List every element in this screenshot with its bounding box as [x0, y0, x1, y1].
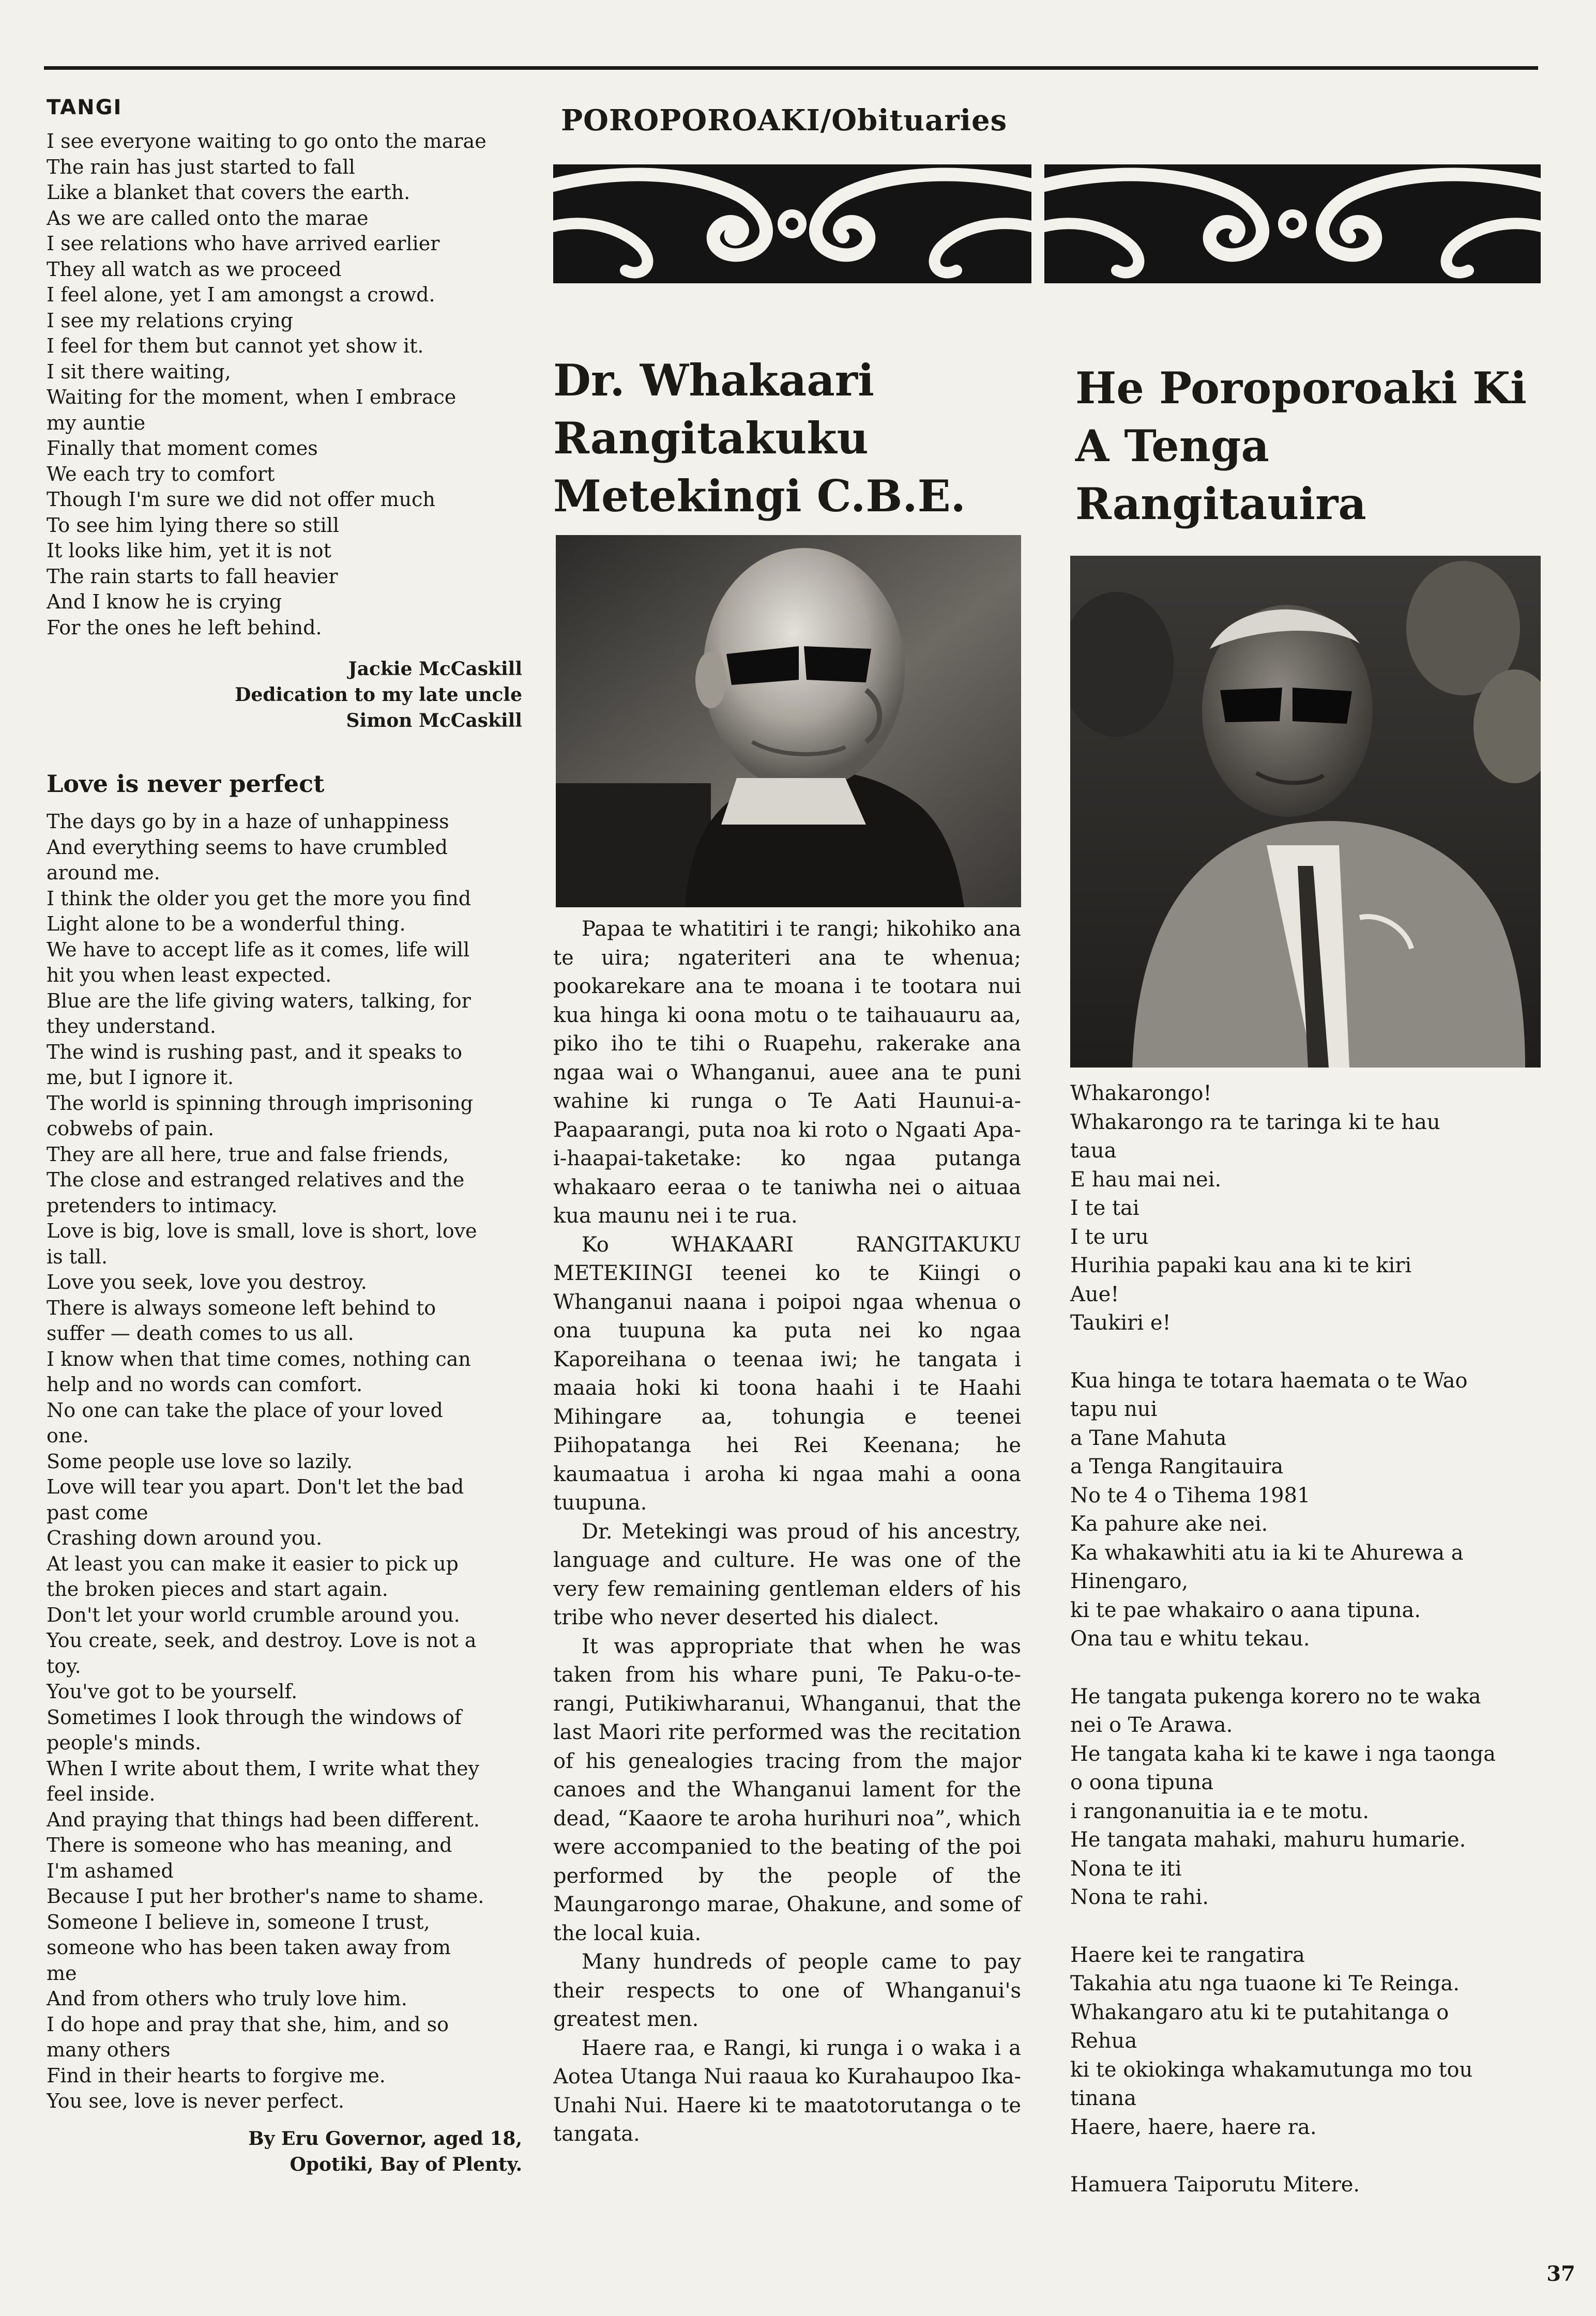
poems-column [47, 96, 522, 2177]
love-poem-line: We have to accept life as it comes, life will [47, 938, 470, 961]
metekingi-name-line2: Rangitakuku [553, 413, 869, 464]
tangi-poem-line: I see relations who have arrived earlier [47, 232, 440, 255]
love-poem-line: Love you seek, love you destroy. [47, 1271, 367, 1293]
tangi-poem-line: I see everyone waiting to go onto the marae [47, 130, 487, 153]
metekingi-para-4: It was appropriate that when he was taken from his whare puni, Te Paku-o-te-rangi, Putikiwharanui, Whanganui, that the last Maori rite performed was the recitation of his genealogies tracing from the major canoes and the Whanganui lament for the dead, “Kaaore te aroha hurihuri noa”, which were accompanied to the beating of the poi performed by the people of the Maungarongo marae, Ohakune, and some of the local kuia. [553, 1634, 1021, 1945]
love-poem-line: The close and estranged relatives and the [47, 1168, 465, 1191]
tangi-poem-line: To see him lying there so still [47, 513, 339, 537]
love-poem-line: You've got to be yourself. [47, 1680, 298, 1703]
metekingi-para-6: Haere raa, e Rangi, ki runga i o waka i a Aotea Utanga Nui raaua ko Kurahaupoo Ika-Unahi Nui. Haere ki te maatotorutanga o te tangata. [553, 2036, 1021, 2146]
rangitauira-line: Whakarongo! [1070, 1081, 1212, 1105]
love-poem-line: around me. [47, 861, 160, 884]
love-poem-line: many others [47, 2038, 171, 2061]
rangitauira-line: Rehua [1070, 2029, 1137, 2053]
rangitauira-line: a Tenga Rangitauira [1070, 1455, 1284, 1479]
tangi-author: Jackie McCaskill [348, 658, 522, 680]
love-poem-line: And from others who truly love him. [47, 1987, 407, 2010]
love-poem-line: I know when that time comes, nothing can [47, 1347, 471, 1370]
rangitauira-line: Haere, haere, haere ra. [1070, 2115, 1317, 2139]
rangitauira-line: Ka pahure ake nei. [1070, 1512, 1268, 1536]
kowhaiwhai-pattern-right [1044, 164, 1541, 283]
love-poem-line: Don't let your world crumble around you. [47, 1603, 460, 1626]
rangitauira-line: a Tane Mahuta [1070, 1426, 1227, 1450]
love-poem-line: toy. [47, 1654, 81, 1678]
love-poem-line: Love will tear you apart. Don't let the bad [47, 1475, 464, 1498]
rangitauira-line: Whakarongo ra te taringa ki te hau [1070, 1110, 1440, 1134]
love-poem-line: is tall. [47, 1245, 108, 1268]
tangi-poem-line: I feel for them but cannot yet show it. [47, 334, 424, 357]
metekingi-article [553, 915, 1021, 2149]
top-rule [44, 66, 1538, 70]
tangi-dedication: Dedication to my late uncle [235, 684, 522, 706]
rangitauira-name-line2: A Tenga [1075, 420, 1269, 471]
love-author: By Eru Governor, aged 18, [248, 2127, 522, 2150]
love-poem-line: people's minds. [47, 1731, 202, 1754]
rangitauira-line: Hurihia papaki kau ana ki te kiri [1070, 1254, 1412, 1277]
rangitauira-heading [1075, 359, 1527, 533]
rangitauira-poem [1070, 1079, 1541, 2200]
tangi-dedicatee: Simon McCaskill [346, 710, 522, 732]
tangi-poem-line: I feel alone, yet I am amongst a crowd. [47, 283, 435, 306]
metekingi-name-line3: Metekingi C.B.E. [553, 470, 966, 522]
love-poem-line: Crashing down around you. [47, 1527, 323, 1549]
metekingi-para-5: Many hundreds of people came to pay their respects to one of Whanganui's greatest men. [553, 1950, 1021, 2031]
love-poem-line: the broken pieces and start again. [47, 1578, 388, 1601]
love-poem-line: cobwebs of pain. [47, 1117, 215, 1140]
rangitauira-line: No te 4 o Tihema 1981 [1070, 1483, 1311, 1507]
rangitauira-name-line1: He Poroporoaki Ki [1075, 362, 1527, 414]
love-poem-line: You create, seek, and destroy. Love is not a [47, 1629, 477, 1652]
love-poem-line: Light alone to be a wonderful thing. [47, 912, 406, 935]
tangi-poem-line: The rain starts to fall heavier [47, 565, 338, 588]
love-poem-line: Blue are the life giving waters, talking, for [47, 989, 471, 1012]
tangi-poem-line: It looks like him, yet it is not [47, 539, 331, 562]
metekingi-heading [553, 352, 966, 525]
tangi-signature [47, 656, 522, 734]
love-poem-line: I do hope and pray that she, him, and so [47, 2013, 449, 2036]
rangitauira-line: I te tai [1070, 1196, 1139, 1220]
tangi-poem-line: We each try to comfort [47, 462, 275, 485]
rangitauira-line: Whakangaro atu ki te putahitanga o [1070, 2000, 1449, 2024]
obituaries-section-title: POROPOROAKI/Obituaries [561, 103, 1008, 138]
tangi-poem-line: As we are called onto the marae [47, 206, 369, 230]
rangitauira-line: E hau mai nei. [1070, 1167, 1222, 1192]
metekingi-portrait-photo [556, 535, 1021, 907]
rangitauira-stanza-3 [1070, 1683, 1541, 1912]
tangi-poem-line: They all watch as we proceed [47, 257, 342, 281]
love-poem-line: They are all here, true and false friends, [47, 1142, 449, 1166]
rangitauira-line: Nona te iti [1070, 1856, 1182, 1881]
love-poem-line: Sometimes I look through the windows of [47, 1705, 462, 1729]
love-poem-line: Some people use love so lazily. [47, 1450, 353, 1473]
rangitauira-line: taua [1070, 1139, 1117, 1163]
rangitauira-stanza-1 [1070, 1079, 1541, 1338]
love-poem-line: one. [47, 1424, 89, 1447]
tangi-poem-line: my auntie [47, 411, 146, 434]
love-poem-line: me, but I ignore it. [47, 1066, 234, 1089]
rangitauira-line: nei o Te Arawa. [1070, 1713, 1233, 1737]
rangitauira-name-line3: Rangitauira [1075, 478, 1366, 529]
tangi-poem-line: Waiting for the moment, when I embrace [47, 386, 457, 408]
rangitauira-line: o oona tipuna [1070, 1771, 1214, 1794]
metekingi-portrait-image [556, 535, 1021, 907]
rangitauira-line: I te uru [1070, 1225, 1149, 1249]
kowhaiwhai-pattern-left [553, 164, 1031, 283]
metekingi-para-1: Papaa te whatitiri i te rangi; hikohiko ana te uira; ngateriteri ana te whenua; pookarekare ana te moana i te tootara nui kua hinga ki oona motu o te taihauauru aa, piko iho te tihi o Ruapehu, rakerake ana ngaa wai o Whanganui, auee ana te puni wahine ki runga o Te Aati Haunui-a-Paapaarangi, puta noa ki roto o Ngaati Apa-i-haapai-taketake: ko ngaa putanga whakaaro eeraa o te taniwha nei o aituaa kua maunu nei i te rua. [553, 917, 1021, 1228]
stanza-gap [1070, 2142, 1541, 2171]
rangitauira-line: Nona te rahi. [1070, 1885, 1209, 1909]
tangi-poem-line: Though I'm sure we did not offer much [47, 488, 435, 511]
stanza-gap [1070, 1338, 1541, 1367]
rangitauira-line: Hinengaro, [1070, 1570, 1189, 1593]
love-poem-line: I'm ashamed [47, 1859, 174, 1882]
love-poem-line: The world is spinning through imprisoning [47, 1091, 473, 1115]
rangitauira-stanza-2 [1070, 1367, 1541, 1654]
rangitauira-line: ki te pae whakairo o aana tipuna. [1070, 1598, 1421, 1622]
love-location: Opotiki, Bay of Plenty. [290, 2153, 522, 2175]
tangi-poem-line: I see my relations crying [47, 309, 293, 332]
love-poem-line: past come [47, 1501, 148, 1524]
love-poem-line: Find in their hearts to forgive me. [47, 2064, 386, 2087]
love-poem-line: suffer — death comes to us all. [47, 1322, 354, 1345]
rangitauira-line: i rangonanuitia ia e te motu. [1070, 1799, 1370, 1823]
rangitauira-line: tapu nui [1070, 1397, 1158, 1421]
love-poem-line: There is someone who has meaning, and [47, 1834, 452, 1856]
tangi-poem-line: And I know he is crying [47, 590, 282, 613]
love-poem-line: pretenders to intimacy. [47, 1194, 278, 1217]
love-poem [47, 809, 522, 2114]
rangitauira-line: ki te okiokinga whakamutunga mo tou [1070, 2058, 1473, 2082]
tangi-poem [47, 129, 522, 641]
love-poem-line: You see, love is never perfect. [47, 2090, 344, 2112]
rangitauira-line: Haere kei te rangatira [1070, 1943, 1305, 1967]
stanza-gap [1070, 1654, 1541, 1683]
tangi-heading: TANGI [47, 96, 123, 119]
love-poem-line: And praying that things had been different. [47, 1808, 480, 1831]
love-poem-line: Because I put her brother's name to shame. [47, 1885, 484, 1908]
rangitauira-line: He tangata pukenga korero no te waka [1070, 1684, 1481, 1709]
metekingi-name-line1: Dr. Whakaari [553, 355, 874, 406]
love-poem-line: someone who has been taken away from [47, 1936, 451, 1959]
rangitauira-signature: Hamuera Taiporutu Mitere. [1070, 2173, 1360, 2197]
love-poem-line: hit you when least expected. [47, 964, 332, 986]
show-through-heading [1083, 103, 1092, 135]
love-poem-line: And everything seems to have crumbled [47, 835, 448, 859]
tangi-poem-line: Finally that moment comes [47, 437, 318, 460]
metekingi-para-2: Ko WHAKAARI RANGITAKUKU METEKIINGI teenei ko te Kiingi o Whanganui naana i poipoi ngaa whenua o ona tuupuna ka puta nei ko ngaa Kaporeihana o teenaa iwi; he tangata i maaia hoki ki toona haahi i te Haahi Mihingare aa, tohungia e teenei Piihopatanga hei Rei Keenana; he kaumaatua i aroha ki ngaa mahi a oona tuupuna. [553, 1232, 1021, 1515]
rangitauira-line: He tangata kaha ki te kawe i nga taonga [1070, 1742, 1496, 1766]
stanza-gap [1070, 1912, 1541, 1941]
rangitauira-line: Aue! [1070, 1282, 1119, 1306]
rangitauira-line: He tangata mahaki, mahuru humarie. [1070, 1828, 1466, 1852]
rangitauira-portrait-image [1070, 556, 1541, 1068]
kowhaiwhai-banner-right [1044, 164, 1541, 283]
tangi-poem-line: The rain has just started to fall [47, 155, 355, 178]
rangitauira-line: tinana [1070, 2086, 1137, 2110]
love-heading: Love is never perfect [47, 770, 325, 798]
kowhaiwhai-banner-left [553, 164, 1031, 283]
love-poem-line: I think the older you get the more you find [47, 887, 472, 910]
love-poem-line: At least you can make it easier to pick up [47, 1552, 459, 1575]
love-poem-line: feel inside. [47, 1782, 156, 1805]
rangitauira-line: Ona tau e whitu tekau. [1070, 1627, 1310, 1651]
tangi-poem-line: Like a blanket that covers the earth. [47, 181, 411, 204]
page-number: 37 [1546, 2262, 1575, 2286]
rangitauira-line: Kua hinga te totara haemata o te Wao [1070, 1368, 1468, 1393]
rangitauira-line: Takahia atu nga tuaone ki Te Reinga. [1070, 1972, 1460, 1995]
tangi-poem-line: For the ones he left behind. [47, 616, 322, 639]
love-poem-line: The wind is rushing past, and it speaks to [47, 1040, 462, 1063]
love-poem-line: There is always someone left behind to [47, 1296, 436, 1319]
rangitauira-line: Taukiri e! [1070, 1311, 1171, 1335]
love-poem-line: Love is big, love is small, love is short, love [47, 1220, 477, 1242]
rangitauira-line: Ka whakawhiti atu ia ki te Ahurewa a [1070, 1541, 1464, 1565]
love-signature [47, 2126, 522, 2177]
love-poem-line: they understand. [47, 1015, 217, 1038]
love-poem-line: Someone I believe in, someone I trust, [47, 1910, 430, 1933]
rangitauira-stanza-4 [1070, 1941, 1541, 2142]
love-poem-line: The days go by in a haze of unhappiness [47, 810, 449, 833]
love-poem-line: When I write about them, I write what they [47, 1757, 479, 1780]
love-poem-line: me [47, 1961, 77, 1985]
metekingi-para-3: Dr. Metekingi was proud of his ancestry, language and culture. He was one of the very few remaining gentleman elders of his tribe who never deserted his dialect. [553, 1519, 1021, 1629]
love-poem-line: help and no words can comfort. [47, 1373, 363, 1396]
rangitauira-portrait-photo [1070, 556, 1541, 1068]
love-poem-line: No one can take the place of your loved [47, 1398, 443, 1422]
tangi-poem-line: I sit there waiting, [47, 360, 231, 383]
